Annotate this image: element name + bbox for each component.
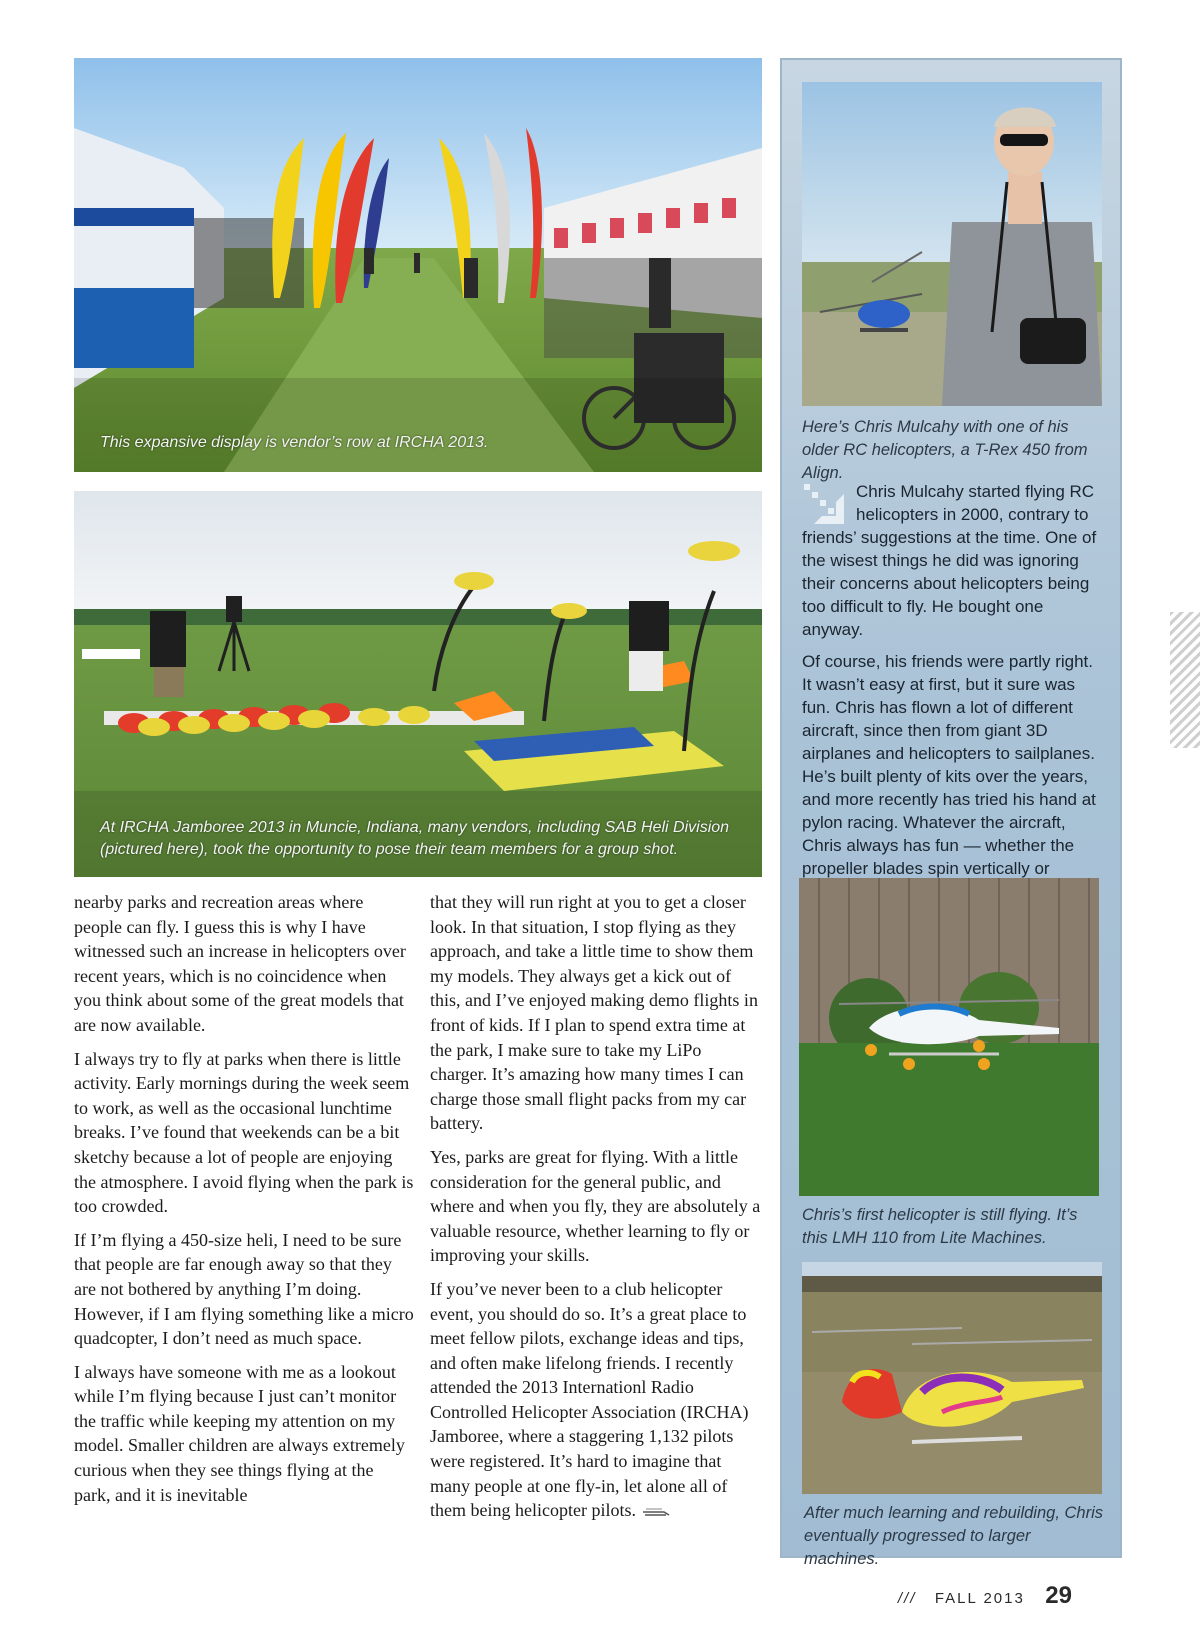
body-paragraph [430,1277,762,1523]
group-shot-caption: At IRCHA Jamboree 2013 in Muncie, Indiana, many vendors, including SAB Heli Division (pictured here), took the opportunity to pose their team members for a group shot. [100,819,730,858]
sidebar-paragraph [802,650,1102,903]
sidebar-paragraph: Chris Mulcahy started flying RC helicopters in 2000, contrary to friends’ suggestions at the time. One of the wisest things he did was ignoring their concerns about helicopters being too difficult to fly. He bought one anyway. [802,482,1097,639]
page-number: 29 [1045,1582,1072,1609]
first-helicopter-photo [799,878,1099,1196]
vendor-row-caption: This expansive display is vendor’s row at IRCHA 2013. [100,434,489,451]
body-paragraph: that they will run right at you to get a closer look. In that situation, I stop flying as they approach, and take a little time to show them my models. They always get a kick out of this, and I’ve enjoyed making demo flights in front of kids. If I plan to spend extra time at the park, I make sure to take my LiPo charger. It’s amazing how many times I can charge those small flight packs from my car battery. [430,892,758,1134]
sidebar-body [802,480,1102,912]
first-helicopter-caption: Chris’s first helicopter is still flying. It’s this LMH 110 from Lite Machines. [802,1206,1078,1247]
end-of-article-icon [642,1508,670,1517]
body-paragraph-text: If you’ve never been to a club helicopter event, you should do so. It’s a great place to meet fellow pilots, exchange ideas and tips, and often make lifelong friends. I recently attended the 2013 Internationl Radio Controlled Helicopter Association (IRCHA) Jamboree, where a staggering 1,132 pilots were registered. It’s hard to imagine that many people at one fly-in, let alone all of them being helicopter pilots. [430,1278,749,1521]
arrow-down-right-icon [802,482,846,526]
profile-sidebar [780,58,1122,1568]
issue-date: FALL 2013 [934,1590,1025,1607]
page-edge-tab [1170,612,1200,748]
sidebar-paragraph-text: Of course, his friends were partly right. It wasn’t easy at first, but it sure was fun. Chris has flown a lot of different aircraft, since then from giant 3D airplanes and helicopters to sailplanes. He’s built plenty of kits over the years, and more recently has tried his hand at pylon racing. Whatever the aircraft, Chris always has fun — whether the propeller blades spin vertically or [802,652,1096,878]
body-column-left [74,890,414,1516]
vendor-row-photo [74,58,762,472]
pilot-portrait-photo [802,82,1102,406]
body-paragraph: I always try to fly at parks when there is little activity. Early mornings during the week seem to work, as well as the occasional lunchtime breaks. I’ve found that weekends can be a bit sketchy because a lot of people are enjoying the atmosphere. I avoid flying when the park is too crowded. [74,1048,414,1217]
body-paragraph: Yes, parks are great for flying. With a little consideration for the general public, and where and when you fly, they are absolutely a valuable resource, whether learning to fly or improving your skills. [430,1146,761,1266]
body-paragraph: If I’m flying a 450-size heli, I need to be sure that people are far enough away so that they are not bothered by anything I’m doing. However, if I am flying something like a micro quadcopter, I don’t need as much space. [74,1229,414,1349]
portrait-caption: Here’s Chris Mulcahy with one of his older RC helicopters, a T-Rex 450 from Align. [802,418,1088,482]
larger-helicopters-photo [802,1262,1102,1494]
page-folio [898,1582,1072,1610]
group-shot-photo [74,491,762,877]
body-paragraph: nearby parks and recreation areas where people can fly. I guess this is why I have witnessed such an increase in helicopters over recent years, which is no coincidence when you think about some of the great models that are now available. [74,892,406,1035]
body-column-right [430,890,762,1532]
larger-helicopters-caption: After much learning and rebuilding, Chris eventually progressed to larger machines. [804,1504,1103,1568]
folio-slashes: /// [897,1590,917,1607]
body-paragraph: I always have someone with me as a lookout while I’m flying because I just can’t monitor the traffic while keeping my attention on my model. Smaller children are always extremely curious when they see things flying at the park, and it is inevitable [74,1361,405,1505]
